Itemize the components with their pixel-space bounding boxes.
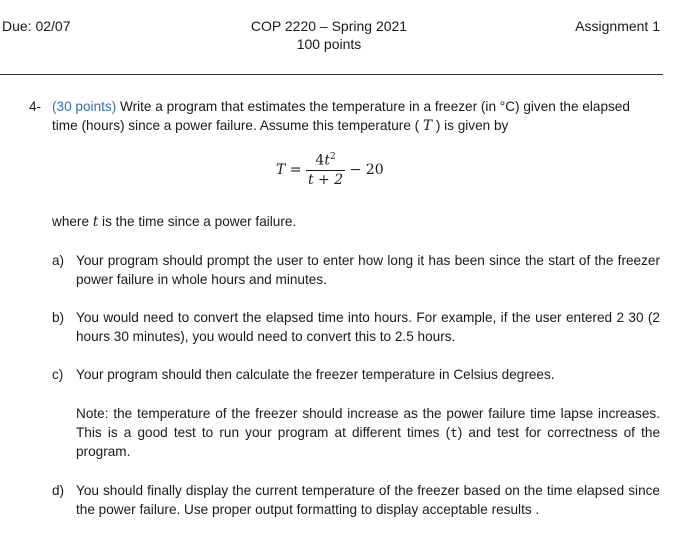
formula-lhs: T (276, 161, 286, 178)
part-c-note (76, 404, 660, 461)
note-text-a: Note: the temperature of the freezer should increase as the power failure time lapse increases. This is a good test to run your program at different times ( (76, 406, 660, 440)
question-number: 4- (29, 99, 42, 114)
numerator-coefficient: 4 (315, 152, 325, 169)
formula-denominator: t + 2 (307, 171, 344, 188)
header-divider (0, 74, 663, 75)
formula-fraction (306, 152, 345, 188)
question-intro (52, 97, 662, 136)
formula-numerator (306, 152, 345, 171)
numerator-exponent: 2 (329, 152, 336, 162)
part-b-label: b) (52, 310, 65, 325)
total-points: 100 points (296, 36, 362, 52)
intro-text-1: Write a program that estimates the temperature in a freezer (in °C) given the elapsed (116, 99, 630, 114)
intro-text-2a: time (hours) since a power failure. Assume this temperature ( (52, 118, 420, 133)
part-b-text: You would need to convert the elapsed time into hours. For example, if the user entered 2 30 (2 hours 30 minutes), you would need to convert this to 2.5 hours. (76, 310, 660, 344)
where-line (52, 212, 296, 232)
where-text-a: where (52, 214, 93, 229)
course-name: COP 2220 – Spring 2021 (250, 18, 408, 34)
part-a-text: Your program should prompt the user to enter how long it has been since the start of the freezer power failure in whole hours and minutes. (76, 253, 660, 287)
course-title (250, 17, 408, 53)
note-text-b: ) and test for correctness of the program. (76, 425, 661, 459)
intro-text-2b: ) is given by (435, 118, 509, 133)
numerator-variable: t (324, 152, 330, 169)
formula-equals: = (289, 161, 302, 178)
intro-line-2 (52, 116, 662, 136)
intro-line-1 (52, 97, 662, 116)
part-d-label: d) (52, 483, 65, 498)
due-date: Due: 02/07 (2, 18, 71, 34)
where-text-b: is the time since a power failure. (98, 214, 297, 229)
where-variable: t (92, 214, 99, 230)
part-a-label: a) (52, 253, 65, 268)
part-c-text: Your program should then calculate the freezer temperature in Celsius degrees. (76, 367, 555, 382)
question-points: (30 points) (52, 99, 117, 114)
note-variable: t (450, 425, 458, 440)
formula-minus-constant: − 20 (349, 161, 384, 178)
temperature-formula (276, 152, 384, 188)
part-d-text: You should finally display the current temperature of the freezer based on the time elapsed since the power failure. Use proper output formatting to display acceptable results . (76, 483, 660, 517)
intro-variable-T: T (422, 118, 433, 134)
part-c-label: c) (52, 367, 64, 382)
assignment-label: Assignment 1 (575, 18, 660, 34)
